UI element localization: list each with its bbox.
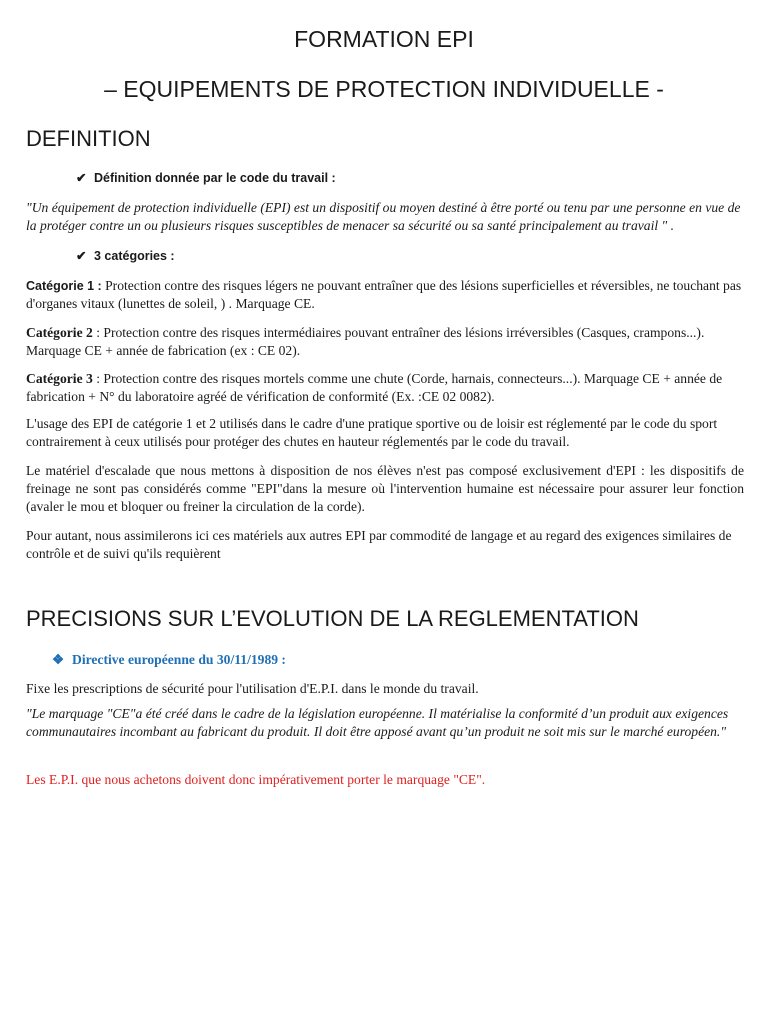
document-title: FORMATION EPI (294, 26, 474, 52)
category-3-paragraph (26, 370, 744, 406)
directive-bullet (52, 652, 286, 668)
pour-autant-paragraph: Pour autant, nous assimilerons ici ces matériels aux autres EPI par commodité de langage et au regard des exigences similaires de contrôle et de suivi qu'ils requièrent (26, 528, 732, 561)
category-2-text: : Protection contre des risques intermédiaires pouvant entraîner des lésions irréversibles (Casques, crampons...). Marquage CE + année de fabrication (ex : CE 02). (26, 325, 705, 358)
category-1-text: Protection contre des risques légers ne pouvant entraîner que des lésions superficielles et réversibles, ne touchant pas d'organes vitaux (lunettes de soleil, ) . Marquage CE. (26, 278, 742, 311)
directive-label: Directive européenne du 30/11/1989 : (72, 652, 286, 667)
checkmark-icon: ✔ (76, 249, 87, 263)
category-1-label: Catégorie 1 : (26, 279, 102, 293)
checklist-item-definition (76, 170, 336, 185)
checkmark-icon: ✔ (76, 171, 87, 185)
category-2-paragraph (26, 324, 744, 360)
checklist-item-label: Définition donnée par le code du travail : (94, 171, 336, 185)
category-2-label: Catégorie 2 (26, 325, 93, 340)
fixe-paragraph: Fixe les prescriptions de sécurité pour l'utilisation d'E.P.I. dans le monde du travail. (26, 681, 479, 696)
category-1-paragraph (26, 277, 744, 313)
document-subtitle: – EQUIPEMENTS DE PROTECTION INDIVIDUELLE - (104, 76, 664, 102)
marquage-quote: "Le marquage "CE"a été créé dans le cadre de la législation européenne. Il matérialise la conformité d’un produit aux exigences communautaires incombant au fabricant du produit. Il doit être apposé avant qu’un produit ne soit mis sur le marché européen." (26, 706, 729, 739)
precisions-heading: PRECISIONS SUR L’EVOLUTION DE LA REGLEMENTATION (26, 606, 639, 631)
checklist-item-label: 3 catégories : (94, 249, 175, 263)
definition-heading: DEFINITION (26, 126, 151, 151)
marquage-warning: Les E.P.I. que nous achetons doivent donc impérativement porter le marquage "CE". (26, 772, 486, 787)
checklist-item-categories (76, 248, 175, 263)
diamond-bullet-icon: ❖ (52, 652, 65, 667)
usage-paragraph: L'usage des EPI de catégorie 1 et 2 utilisés dans le cadre d'une pratique sportive ou de loisir est réglementé par le code du sport contrairement à ceux utilisés pour protéger des chutes en hauteur réglementés par le code du travail. (26, 416, 718, 449)
materiel-paragraph: Le matériel d'escalade que nous mettons à disposition de nos élèves n'est pas composé exclusivement d'EPI : les dispositifs de freinage ne sont pas considérés comme "EPI"dans la mesure où l'intervention humaine est nécessaire pour assurer leur fonction (avaler le mou et bloquer ou freiner la circulation de la corde). (26, 463, 744, 514)
definition-quote: "Un équipement de protection individuelle (EPI) est un dispositif ou moyen destiné à être porté ou tenu par une personne en vue de la protéger contre un ou plusieurs risques susceptibles de menacer sa sécurité ou sa santé principalement au travail " . (26, 200, 741, 233)
category-3-text: : Protection contre des risques mortels comme une chute (Corde, harnais, connecteurs...). Marquage CE + année de fabrication + N° du laboratoire agréé de vérification de conformité (Ex. :CE 02 0082). (26, 371, 723, 404)
category-3-label: Catégorie 3 (26, 371, 93, 386)
